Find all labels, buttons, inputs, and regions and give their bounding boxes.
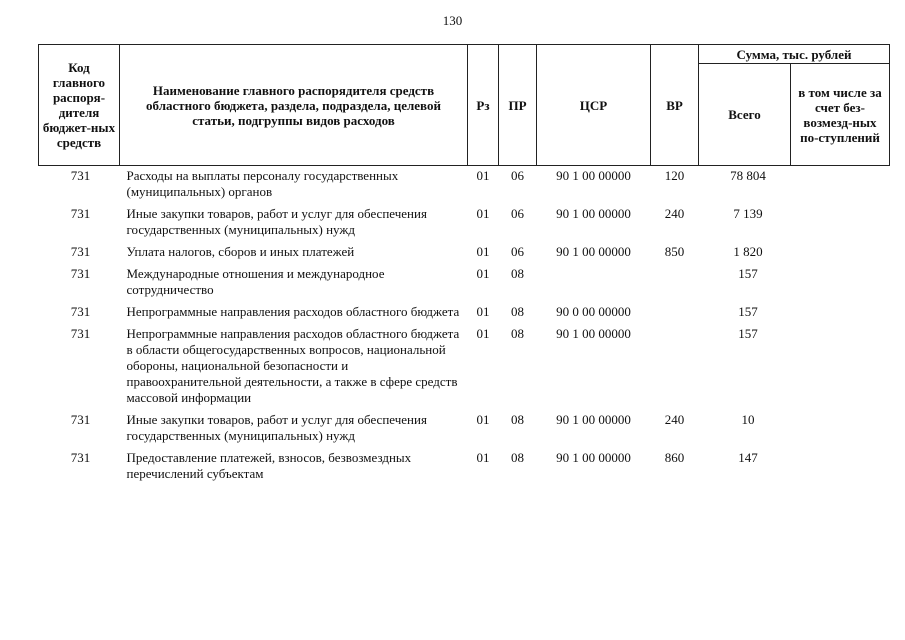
cell-code: 731 [70, 206, 91, 221]
cell-rz: 01 [476, 326, 490, 341]
header-total: Всего [699, 64, 791, 166]
cell-bezvozmezd [791, 302, 890, 324]
cell-pr: 08 [511, 266, 524, 281]
header-code: Код главного распоря-дителя бюджет-ных средств [39, 45, 120, 166]
cell-bezvozmezd [791, 324, 890, 410]
cell-name: Непрограммные направления расходов областного бюджета [126, 304, 460, 319]
cell-code: 731 [70, 326, 91, 341]
cell-rz: 01 [476, 244, 490, 259]
cell-vr [651, 302, 699, 324]
cell-code: 731 [70, 450, 91, 465]
cell-vr [651, 264, 699, 302]
cell-rz: 01 [476, 168, 490, 183]
cell-total: 7 139 [733, 206, 763, 221]
budget-sheet [38, 44, 889, 486]
cell-pr: 08 [511, 450, 524, 465]
cell-pr: 08 [511, 412, 524, 427]
cell-csr: 90 1 00 00000 [556, 450, 631, 465]
table-body [39, 166, 890, 487]
cell-bezvozmezd [791, 204, 890, 242]
cell-code: 731 [70, 266, 91, 281]
cell-pr: 06 [511, 206, 524, 221]
cell-total: 10 [741, 412, 755, 427]
cell-total: 147 [738, 450, 758, 465]
cell-name: Иные закупки товаров, работ и услуг для обеспечения государственных (муниципальных) нужд [126, 412, 427, 443]
cell-pr: 06 [511, 168, 524, 183]
cell-bezvozmezd [791, 448, 890, 486]
cell-bezvozmezd [791, 242, 890, 264]
cell-code: 731 [70, 168, 91, 183]
cell-csr: 90 1 00 00000 [556, 326, 631, 341]
cell-code: 731 [70, 244, 91, 259]
cell-csr: 90 1 00 00000 [556, 168, 631, 183]
table-row [39, 264, 890, 302]
table-row [39, 302, 890, 324]
cell-name: Предоставление платежей, взносов, безвозмездных перечислений субъектам [126, 450, 412, 481]
header-rz: Рз [468, 45, 499, 166]
cell-csr: 90 0 00 00000 [556, 304, 631, 319]
cell-csr [537, 264, 651, 302]
cell-total: 157 [738, 266, 758, 281]
cell-total: 78 804 [730, 168, 766, 183]
cell-rz: 01 [476, 206, 490, 221]
cell-vr [651, 324, 699, 410]
table-row [39, 204, 890, 242]
cell-name: Международные отношения и международное сотрудничество [126, 266, 385, 297]
cell-pr: 08 [511, 304, 524, 319]
header-csr: ЦСР [537, 45, 651, 166]
cell-bezvozmezd [791, 166, 890, 205]
table-row [39, 324, 890, 410]
cell-vr: 850 [664, 244, 685, 259]
table-row [39, 410, 890, 448]
cell-code: 731 [70, 412, 91, 427]
header-pr: ПР [499, 45, 537, 166]
header-name: Наименование главного распорядителя средств областного бюджета, раздела, подраздела, целевой статьи, подгруппы видов расходов [120, 45, 468, 166]
cell-vr: 860 [664, 450, 685, 465]
cell-csr: 90 1 00 00000 [556, 206, 631, 221]
cell-total: 1 820 [733, 244, 763, 259]
table-row [39, 242, 890, 264]
cell-rz: 01 [476, 412, 490, 427]
table-row [39, 448, 890, 486]
table-row [39, 166, 890, 205]
cell-rz: 01 [476, 266, 490, 281]
cell-total: 157 [738, 326, 758, 341]
cell-bezvozmezd [791, 264, 890, 302]
cell-total: 157 [738, 304, 758, 319]
cell-name: Уплата налогов, сборов и иных платежей [126, 244, 355, 259]
cell-vr: 240 [664, 206, 685, 221]
cell-vr: 120 [664, 168, 685, 183]
table-header [39, 45, 890, 166]
cell-csr: 90 1 00 00000 [556, 412, 631, 427]
cell-name: Непрограммные направления расходов областного бюджета в области общегосударственных вопросов, национальной обороны, национальной безопасности и правоохранительной деятельности, а также в сфере средств массовой информации [126, 326, 460, 405]
header-vr: ВР [651, 45, 699, 166]
cell-name: Расходы на выплаты персоналу государственных (муниципальных) органов [126, 168, 399, 199]
page-number: 130 [442, 13, 463, 28]
cell-code: 731 [70, 304, 91, 319]
cell-csr: 90 1 00 00000 [556, 244, 631, 259]
cell-pr: 08 [511, 326, 524, 341]
header-bezvozmezd: в том числе за счет без-возмезд-ных по-ступлений [791, 64, 890, 166]
header-sum-group: Сумма, тыс. рублей [699, 45, 890, 64]
cell-vr: 240 [664, 412, 685, 427]
cell-pr: 06 [511, 244, 524, 259]
budget-table [38, 44, 890, 486]
cell-rz: 01 [476, 450, 490, 465]
cell-bezvozmezd [791, 410, 890, 448]
cell-name: Иные закупки товаров, работ и услуг для обеспечения государственных (муниципальных) нужд [126, 206, 427, 237]
cell-rz: 01 [476, 304, 490, 319]
